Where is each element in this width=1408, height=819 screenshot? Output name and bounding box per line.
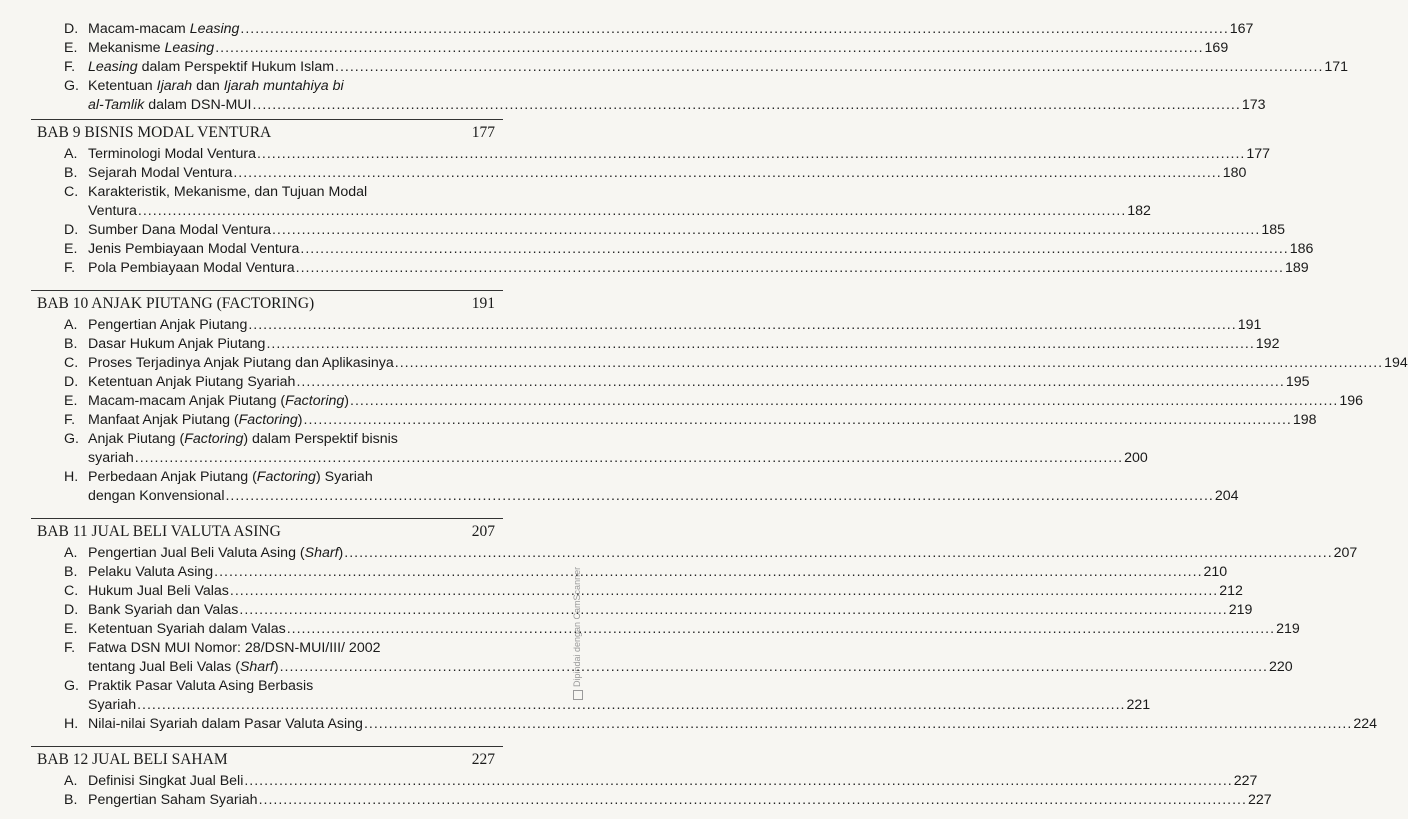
entry-page-number: 220 <box>1268 659 1293 675</box>
entry-body <box>88 259 1309 278</box>
toc-entry[interactable] <box>64 145 1271 164</box>
entry-body <box>88 677 1151 715</box>
entry-body <box>88 316 1262 335</box>
entry-title: Bank Syariah dan Valas <box>88 602 239 618</box>
entry-title: Ketentuan Syariah dalam Valas <box>88 621 286 637</box>
entry-page-number: 169 <box>1204 40 1229 56</box>
entry-body <box>88 430 1148 468</box>
entry-body <box>88 468 1239 506</box>
entry-line <box>88 259 1309 278</box>
chapter-heading[interactable] <box>37 522 497 542</box>
chapter-page-number: 207 <box>471 523 495 540</box>
entry-title: Pengertian Anjak Piutang <box>88 317 248 333</box>
toc-entry[interactable] <box>64 58 1349 77</box>
entry-page-number: 171 <box>1324 59 1349 75</box>
entry-letter: D. <box>64 602 79 618</box>
dot-leader: ........................................................................................................................................................................................................ <box>215 40 1204 56</box>
entry-body <box>88 373 1310 392</box>
toc-entry[interactable] <box>64 164 1247 183</box>
entry-letter: C. <box>64 184 79 200</box>
dot-leader: ........................................................................................................................................................................................................ <box>240 21 1229 37</box>
entry-title: Nilai-nilai Syariah dalam Pasar Valuta Asing <box>88 716 363 732</box>
entry-title: Ketentuan Ijarah dan Ijarah muntahiya bi <box>88 78 344 94</box>
entry-page-number: 227 <box>1233 773 1258 789</box>
entry-title: Mekanisme Leasing <box>88 40 215 56</box>
entry-title: Dasar Hukum Anjak Piutang <box>88 336 266 352</box>
entry-letter: D. <box>64 222 79 238</box>
entry-title: Syariah <box>88 697 137 713</box>
entry-title: Jenis Pembiayaan Modal Ventura <box>88 241 300 257</box>
entry-letter: B. <box>64 564 78 580</box>
entry-body <box>88 145 1271 164</box>
entry-letter: E. <box>64 241 78 257</box>
toc-entry[interactable] <box>64 791 1272 810</box>
entry-body <box>88 392 1364 411</box>
dot-leader: ........................................................................................................................................................................................................ <box>344 545 1333 561</box>
entry-body <box>88 58 1349 77</box>
entry-letter: F. <box>64 260 76 276</box>
entry-body <box>88 582 1243 601</box>
entry-line <box>88 221 1285 240</box>
entry-title: Terminologi Modal Ventura <box>88 146 256 162</box>
dot-leader: ........................................................................................................................................................................................................ <box>252 97 1241 113</box>
entry-title: Pengertian Saham Syariah <box>88 792 258 808</box>
entry-body <box>88 20 1254 39</box>
entry-page-number: 189 <box>1285 260 1309 276</box>
entry-title: Manfaat Anjak Piutang (Factoring) <box>88 412 303 428</box>
entry-letter: D. <box>64 21 79 37</box>
chapter-heading[interactable] <box>37 750 497 770</box>
toc-entry[interactable] <box>64 240 1314 259</box>
toc-entry[interactable] <box>64 259 1309 278</box>
entry-title: Ventura <box>88 203 137 219</box>
dot-leader: ........................................................................................................................................................................................................ <box>256 146 1246 162</box>
dot-leader: ........................................................................................................................................................................................................ <box>296 374 1285 390</box>
chapter-title: BAB 9 BISNIS MODAL VENTURA <box>37 124 272 141</box>
chapter-title: BAB 12 JUAL BELI SAHAM <box>37 751 228 768</box>
entry-body <box>88 620 1300 639</box>
entry-page-number: 186 <box>1289 241 1314 257</box>
entry-page-number: 200 <box>1124 450 1148 466</box>
entry-line <box>88 468 502 487</box>
entry-body <box>88 544 1358 563</box>
entry-title: dengan Konvensional <box>88 488 225 504</box>
entry-title: Karakteristik, Mekanisme, dan Tujuan Modal <box>88 184 368 200</box>
entry-page-number: 224 <box>1353 716 1377 732</box>
entry-body <box>88 39 1229 58</box>
dot-leader: ........................................................................................................................................................................................................ <box>271 222 1261 238</box>
entry-body <box>88 411 1317 430</box>
entry-line <box>88 164 1247 183</box>
entry-page-number: 219 <box>1228 602 1253 618</box>
toc-entry[interactable] <box>64 183 1151 221</box>
entry-body <box>88 639 1293 677</box>
entry-line <box>88 601 1253 620</box>
entry-body <box>88 183 1151 221</box>
entry-line <box>88 563 1228 582</box>
entry-letter: D. <box>64 374 79 390</box>
entry-title: Leasing dalam Perspektif Hukum Islam <box>88 59 335 75</box>
entry-line <box>88 772 1258 791</box>
toc-entry[interactable] <box>64 392 1364 411</box>
dot-leader: ........................................................................................................................................................................................................ <box>335 59 1324 75</box>
toc-entry[interactable] <box>64 563 1228 582</box>
entry-letter: B. <box>64 165 78 181</box>
entry-letter: G. <box>64 431 79 447</box>
entry-title: Hukum Jual Beli Valas <box>88 583 229 599</box>
entry-letter: A. <box>64 317 78 333</box>
dot-leader: ........................................................................................................................................................................................................ <box>229 583 1219 599</box>
watermark-text: Dipindai dengan CamScanner <box>572 566 582 687</box>
entry-body <box>88 563 1228 582</box>
entry-line <box>88 411 1317 430</box>
entry-line <box>88 677 502 696</box>
entry-letter: C. <box>64 583 79 599</box>
chapter-divider <box>31 290 503 291</box>
entry-body <box>88 335 1280 354</box>
dot-leader: ........................................................................................................................................................................................................ <box>239 602 1228 618</box>
entry-page-number: 177 <box>1246 146 1271 162</box>
entry-line <box>88 696 1151 715</box>
entry-letter: F. <box>64 640 76 656</box>
entry-letter: E. <box>64 393 78 409</box>
entry-title: tentang Jual Beli Valas (Sharf) <box>88 659 279 675</box>
entry-page-number: 194 <box>1384 355 1408 371</box>
entry-page-number: 212 <box>1219 583 1243 599</box>
entry-letter: C. <box>64 355 79 371</box>
entry-body <box>88 715 1377 734</box>
entry-page-number: 196 <box>1339 393 1364 409</box>
toc-entry[interactable] <box>64 468 1239 506</box>
entry-letter: H. <box>64 716 79 732</box>
toc-entry[interactable] <box>64 373 1310 392</box>
entry-line <box>88 58 1349 77</box>
entry-title: Perbedaan Anjak Piutang (Factoring) Syariah <box>88 469 373 485</box>
entry-page-number: 198 <box>1292 412 1317 428</box>
chapter-divider <box>31 518 503 519</box>
dot-leader: ........................................................................................................................................................................................................ <box>295 260 1284 276</box>
chapter-divider <box>31 746 503 747</box>
entry-page-number: 219 <box>1276 621 1300 637</box>
dot-leader: ........................................................................................................................................................................................................ <box>244 773 1233 789</box>
dot-leader: ........................................................................................................................................................................................................ <box>350 393 1339 409</box>
toc-entry[interactable] <box>64 77 1266 115</box>
toc-entry[interactable] <box>64 39 1229 58</box>
chapter-title: BAB 11 JUAL BELI VALUTA ASING <box>37 523 281 540</box>
entry-line <box>88 544 1358 563</box>
chapter-divider <box>31 119 503 120</box>
chapter-page-number: 191 <box>471 295 495 312</box>
entry-line <box>88 658 1293 677</box>
entry-page-number: 195 <box>1285 374 1310 390</box>
dot-leader: ........................................................................................................................................................................................................ <box>248 317 1237 333</box>
entry-line <box>88 240 1314 259</box>
entry-letter: G. <box>64 678 79 694</box>
chapter-title: BAB 10 ANJAK PIUTANG (FACTORING) <box>37 295 315 312</box>
dot-leader: ........................................................................................................................................................................................................ <box>214 564 1203 580</box>
dot-leader: ........................................................................................................................................................................................................ <box>134 450 1124 466</box>
chapter-heading[interactable] <box>37 294 497 314</box>
dot-leader: ........................................................................................................................................................................................................ <box>258 792 1247 808</box>
entry-line <box>88 487 1239 506</box>
entry-page-number: 207 <box>1333 545 1358 561</box>
dot-leader: ........................................................................................................................................................................................................ <box>225 488 1214 504</box>
dot-leader: ........................................................................................................................................................................................................ <box>286 621 1276 637</box>
entry-title: al-Tamlik dalam DSN-MUI <box>88 97 252 113</box>
entry-line <box>88 639 502 658</box>
entry-title: Anjak Piutang (Factoring) dalam Perspektif bisnis <box>88 431 398 447</box>
toc-entry[interactable] <box>64 430 1148 468</box>
toc-entry[interactable] <box>64 316 1262 335</box>
entry-letter: A. <box>64 545 78 561</box>
entry-line <box>88 77 502 96</box>
entry-page-number: 173 <box>1241 97 1266 113</box>
toc-entry[interactable] <box>64 620 1300 639</box>
dot-leader: ........................................................................................................................................................................................................ <box>137 697 1126 713</box>
entry-page-number: 221 <box>1126 697 1151 713</box>
entry-title: Proses Terjadinya Anjak Piutang dan Aplikasinya <box>88 355 394 371</box>
entry-line <box>88 335 1280 354</box>
entry-title: Macam-macam Leasing <box>88 21 240 37</box>
entry-title: Pengertian Jual Beli Valuta Asing (Sharf) <box>88 545 344 561</box>
entry-body <box>88 601 1253 620</box>
entry-page-number: 210 <box>1203 564 1228 580</box>
entry-title: Praktik Pasar Valuta Asing Berbasis <box>88 678 314 694</box>
entry-letter: A. <box>64 146 78 162</box>
entry-body <box>88 164 1247 183</box>
entry-page-number: 204 <box>1214 488 1239 504</box>
toc-entry[interactable] <box>64 544 1358 563</box>
chapter-page-number: 177 <box>471 124 495 141</box>
toc-entry[interactable] <box>64 639 1293 677</box>
toc-entry[interactable] <box>64 582 1243 601</box>
dot-leader: ........................................................................................................................................................................................................ <box>303 412 1292 428</box>
dot-leader: ........................................................................................................................................................................................................ <box>233 165 1222 181</box>
entry-line <box>88 96 1266 115</box>
entry-line <box>88 183 502 202</box>
toc-entry[interactable] <box>64 677 1151 715</box>
entry-line <box>88 620 1300 639</box>
entry-letter: B. <box>64 336 78 352</box>
entry-line <box>88 39 1229 58</box>
entry-title: Definisi Singkat Jual Beli <box>88 773 244 789</box>
entry-line <box>88 392 1364 411</box>
entry-line <box>88 202 1151 221</box>
entry-letter: E. <box>64 40 78 56</box>
entry-page-number: 192 <box>1255 336 1280 352</box>
toc-entry[interactable] <box>64 772 1258 791</box>
dot-leader: ........................................................................................................................................................................................................ <box>394 355 1384 371</box>
dot-leader: ........................................................................................................................................................................................................ <box>279 659 1268 675</box>
entry-line <box>88 20 1254 39</box>
entry-line <box>88 791 1272 810</box>
toc-entry[interactable] <box>64 335 1280 354</box>
entry-page-number: 167 <box>1229 21 1254 37</box>
toc-entry[interactable] <box>64 354 1408 373</box>
entry-line <box>88 145 1271 164</box>
entry-letter: E. <box>64 621 78 637</box>
dot-leader: ........................................................................................................................................................................................................ <box>137 203 1127 219</box>
entry-letter: G. <box>64 78 79 94</box>
entry-line <box>88 373 1310 392</box>
entry-body <box>88 221 1285 240</box>
dot-leader: ........................................................................................................................................................................................................ <box>363 716 1353 732</box>
entry-title: syariah <box>88 450 134 466</box>
entry-page-number: 185 <box>1261 222 1285 238</box>
entry-title: Fatwa DSN MUI Nomor: 28/DSN-MUI/III/ 2002 <box>88 640 381 656</box>
entry-letter: A. <box>64 773 78 789</box>
entry-body <box>88 77 1266 115</box>
entry-page-number: 180 <box>1222 165 1247 181</box>
entry-body <box>88 354 1408 373</box>
entry-title: Pola Pembiayaan Modal Ventura <box>88 260 295 276</box>
entry-body <box>88 772 1258 791</box>
toc-entry[interactable] <box>64 411 1317 430</box>
entry-page-number: 227 <box>1247 792 1272 808</box>
entry-title: Sumber Dana Modal Ventura <box>88 222 271 238</box>
toc-entry[interactable] <box>64 221 1285 240</box>
entry-line <box>88 715 1377 734</box>
chapter-heading[interactable] <box>37 123 497 143</box>
toc-entry[interactable] <box>64 20 1254 39</box>
entry-page-number: 191 <box>1237 317 1262 333</box>
entry-title: Ketentuan Anjak Piutang Syariah <box>88 374 296 390</box>
entry-line <box>88 316 1262 335</box>
entry-line <box>88 354 1408 373</box>
entry-title: Sejarah Modal Ventura <box>88 165 233 181</box>
entry-body <box>88 240 1314 259</box>
dot-leader: ........................................................................................................................................................................................................ <box>300 241 1289 257</box>
entry-title: Pelaku Valuta Asing <box>88 564 214 580</box>
entry-line <box>88 582 1243 601</box>
entry-title: Macam-macam Anjak Piutang (Factoring) <box>88 393 349 409</box>
toc-entry[interactable] <box>64 715 1377 734</box>
entry-line <box>88 449 1148 468</box>
entry-letter: F. <box>64 59 76 75</box>
chapter-page-number: 227 <box>471 751 495 768</box>
entry-body <box>88 791 1272 810</box>
entry-letter: B. <box>64 792 78 808</box>
entry-page-number: 182 <box>1127 203 1151 219</box>
toc-entry[interactable] <box>64 601 1253 620</box>
entry-letter: H. <box>64 469 79 485</box>
entry-line <box>88 430 502 449</box>
dot-leader: ........................................................................................................................................................................................................ <box>266 336 1255 352</box>
entry-letter: F. <box>64 412 76 428</box>
